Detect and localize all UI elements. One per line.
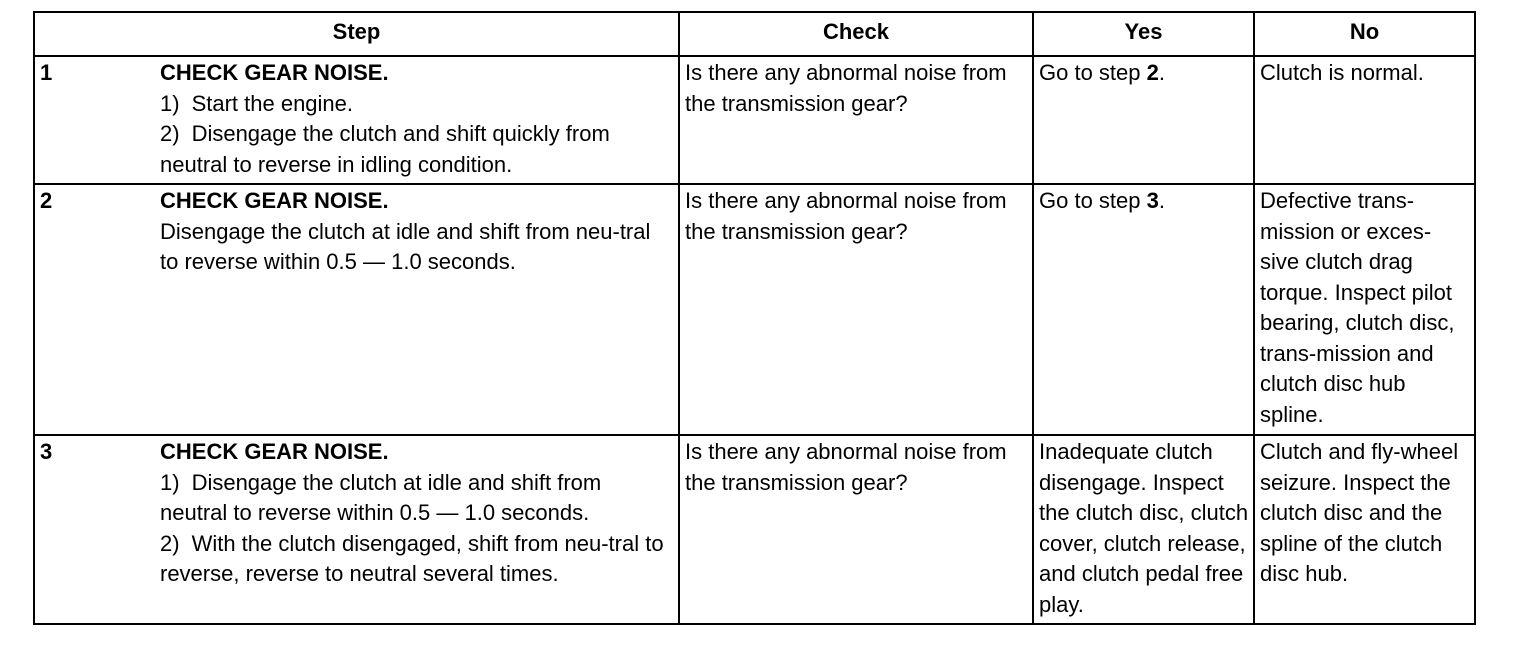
header-row	[34, 12, 1475, 56]
step-substep	[160, 529, 674, 590]
yes-cell	[1033, 56, 1254, 184]
yes-step-number: 3	[1146, 188, 1159, 213]
yes-suffix: .	[1158, 188, 1165, 213]
step-title: CHECK GEAR NOISE.	[160, 439, 389, 464]
diagnostic-table	[33, 11, 1476, 625]
step-body	[160, 437, 674, 590]
step-number: 3	[40, 439, 53, 464]
header-yes: Yes	[1033, 12, 1254, 56]
step-cell	[34, 56, 679, 184]
step-number: 2	[40, 188, 53, 213]
step-title: CHECK GEAR NOISE.	[160, 60, 389, 85]
no-cell: Clutch is normal.	[1254, 56, 1475, 184]
yes-cell: Inadequate clutch disengage. Inspect the clutch disc, clutch cover, clutch release, and clutch pedal free play.	[1033, 435, 1254, 624]
substep-text: Disengage the clutch and shift quickly from neutral to reverse in idling condition.	[160, 121, 610, 177]
yes-prefix: Go to step	[1039, 60, 1147, 85]
yes-prefix: Go to step	[1039, 188, 1147, 213]
substep-text: Disengage the clutch at idle and shift from neutral to reverse within 0.5 — 1.0 seconds.	[160, 469, 602, 525]
substep-text: With the clutch disengaged, shift from neu-tral to reverse, reverse to neutral several times.	[160, 530, 664, 586]
header-no: No	[1254, 12, 1475, 56]
step-cell	[34, 435, 679, 624]
step-substep	[160, 89, 674, 120]
check-cell: Is there any abnormal noise from the transmission gear?	[679, 56, 1033, 184]
substep-text: Start the engine.	[191, 90, 354, 116]
substep-number: 1)	[160, 469, 180, 495]
substep-number: 2)	[160, 121, 180, 146]
no-cell: Defective trans-mission or exces-sive clutch drag torque. Inspect pilot bearing, clutch disc, trans-mission and clutch disc hub spline.	[1254, 184, 1475, 435]
check-cell: Is there any abnormal noise from the transmission gear?	[679, 184, 1033, 435]
substep-number: 2)	[160, 530, 180, 556]
header-step: Step	[34, 12, 679, 56]
step-title: CHECK GEAR NOISE.	[160, 188, 389, 213]
step-number: 1	[40, 60, 53, 85]
table-row	[34, 184, 1475, 435]
step-text: Disengage the clutch at idle and shift from neu-tral to reverse within 0.5 — 1.0 seconds.	[160, 218, 651, 274]
yes-cell	[1033, 184, 1254, 435]
table-row	[34, 435, 1475, 624]
table-row	[34, 56, 1475, 184]
step-substep	[160, 119, 674, 180]
substep-number: 1)	[160, 90, 180, 116]
step-body	[160, 186, 674, 278]
check-cell: Is there any abnormal noise from the transmission gear?	[679, 435, 1033, 624]
step-body	[160, 58, 674, 180]
yes-suffix: .	[1158, 60, 1165, 85]
no-cell: Clutch and fly-wheel seizure. Inspect the clutch disc and the spline of the clutch disc hub.	[1254, 435, 1475, 624]
header-check: Check	[679, 12, 1033, 56]
yes-step-number: 2	[1146, 60, 1159, 85]
step-cell	[34, 184, 679, 435]
step-substep	[160, 468, 674, 529]
